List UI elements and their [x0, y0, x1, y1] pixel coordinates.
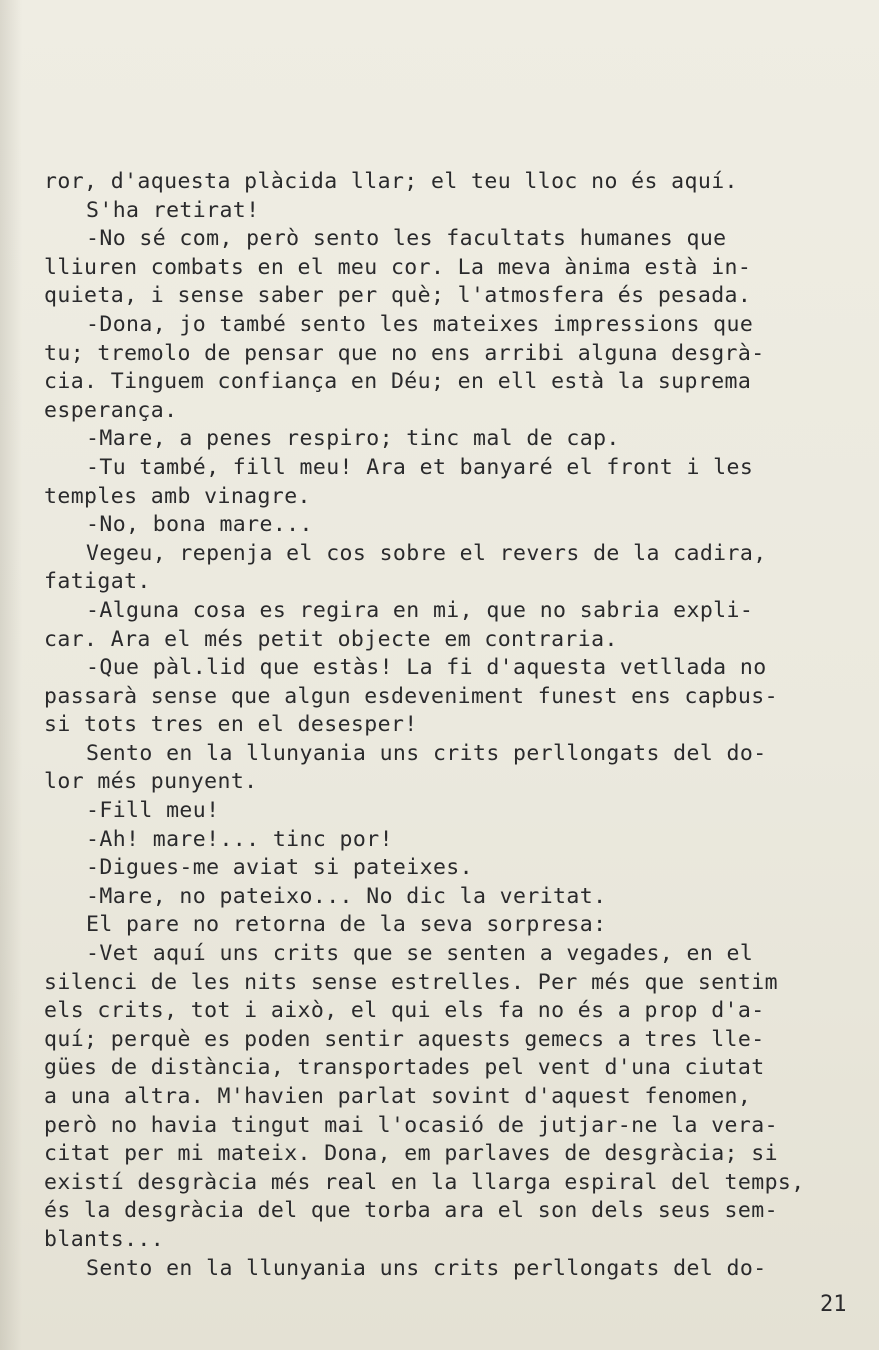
page-edge-shadow: [0, 0, 22, 1350]
text-line: gües de distància, transportades pel vent d'una ciutat: [44, 1055, 765, 1081]
text-line: temples amb vinagre.: [44, 483, 311, 509]
text-line: Vegeu, repenja el cos sobre el revers de la cadira,: [86, 540, 767, 566]
text-line: -No sé com, però sento les facultats humanes que: [86, 226, 727, 252]
text-line: -No, bona mare...: [86, 512, 313, 538]
page-number: 21: [820, 1292, 847, 1317]
text-line: tu; tremolo de pensar que no ens arribi alguna desgrà-: [44, 340, 765, 366]
text-line: -Vet aquí uns crits que se senten a vegades, en el: [86, 941, 754, 967]
text-line: blants...: [44, 1226, 165, 1252]
text-line: El pare no retorna de la seva sorpresa:: [86, 912, 607, 938]
text-line: lor més punyent.: [44, 769, 258, 795]
text-line: és la desgràcia del que torba ara el son dels seus sem-: [44, 1198, 778, 1224]
text-line: cia. Tinguem confiança en Déu; en ell està la suprema: [44, 369, 752, 395]
text-line: passarà sense que algun esdeveniment funest ens capbus-: [44, 683, 778, 709]
text-line: quí; perquè es poden sentir aquests gemecs a tres lle-: [44, 1026, 765, 1052]
text-line: -Tu també, fill meu! Ara et banyaré el front i les: [86, 454, 754, 480]
text-line: però no havia tingut mai l'ocasió de jutjar-ne la vera-: [44, 1112, 778, 1138]
text-line: -Mare, no pateixo... No dic la veritat.: [86, 883, 607, 909]
text-line: quieta, i sense saber per què; l'atmosfera és pesada.: [44, 283, 752, 309]
text-line: Sento en la llunyania uns crits perllongats del do-: [86, 1255, 767, 1281]
text-line: -Alguna cosa es regira en mi, que no sabria expli-: [86, 597, 754, 623]
page-body-text: [44, 168, 864, 1283]
text-line: -Mare, a penes respiro; tinc mal de cap.: [86, 426, 620, 452]
text-line: Sento en la llunyania uns crits perllongats del do-: [86, 740, 767, 766]
text-line: esperança.: [44, 397, 178, 423]
text-line: -Fill meu!: [86, 798, 220, 824]
text-line: fatigat.: [44, 569, 151, 595]
text-line: -Que pàl.lid que estàs! La fi d'aquesta vetllada no: [86, 655, 767, 681]
text-line: -Ah! mare!... tinc por!: [86, 826, 393, 852]
text-line: -Digues-me aviat si pateixes.: [86, 855, 473, 881]
text-line: si tots tres en el desesper!: [44, 712, 418, 738]
text-line: lliuren combats en el meu cor. La meva ànima està in-: [44, 254, 752, 280]
text-line: car. Ara el més petit objecte em contraria.: [44, 626, 618, 652]
text-line: S'ha retirat!: [86, 197, 260, 223]
text-line: existí desgràcia més real en la llarga espiral del temps,: [44, 1169, 805, 1195]
text-line: -Dona, jo també sento les mateixes impressions que: [86, 311, 754, 337]
text-line: ror, d'aquesta plàcida llar; el teu lloc no és aquí.: [44, 169, 738, 194]
text-line: els crits, tot i això, el qui els fa no és a prop d'a-: [44, 998, 765, 1024]
text-line: a una altra. M'havien parlat sovint d'aquest fenomen,: [44, 1084, 752, 1109]
text-line: citat per mi mateix. Dona, em parlaves de desgràcia; si: [44, 1141, 778, 1167]
text-line: silenci de les nits sense estrelles. Per més que sentim: [44, 969, 778, 995]
